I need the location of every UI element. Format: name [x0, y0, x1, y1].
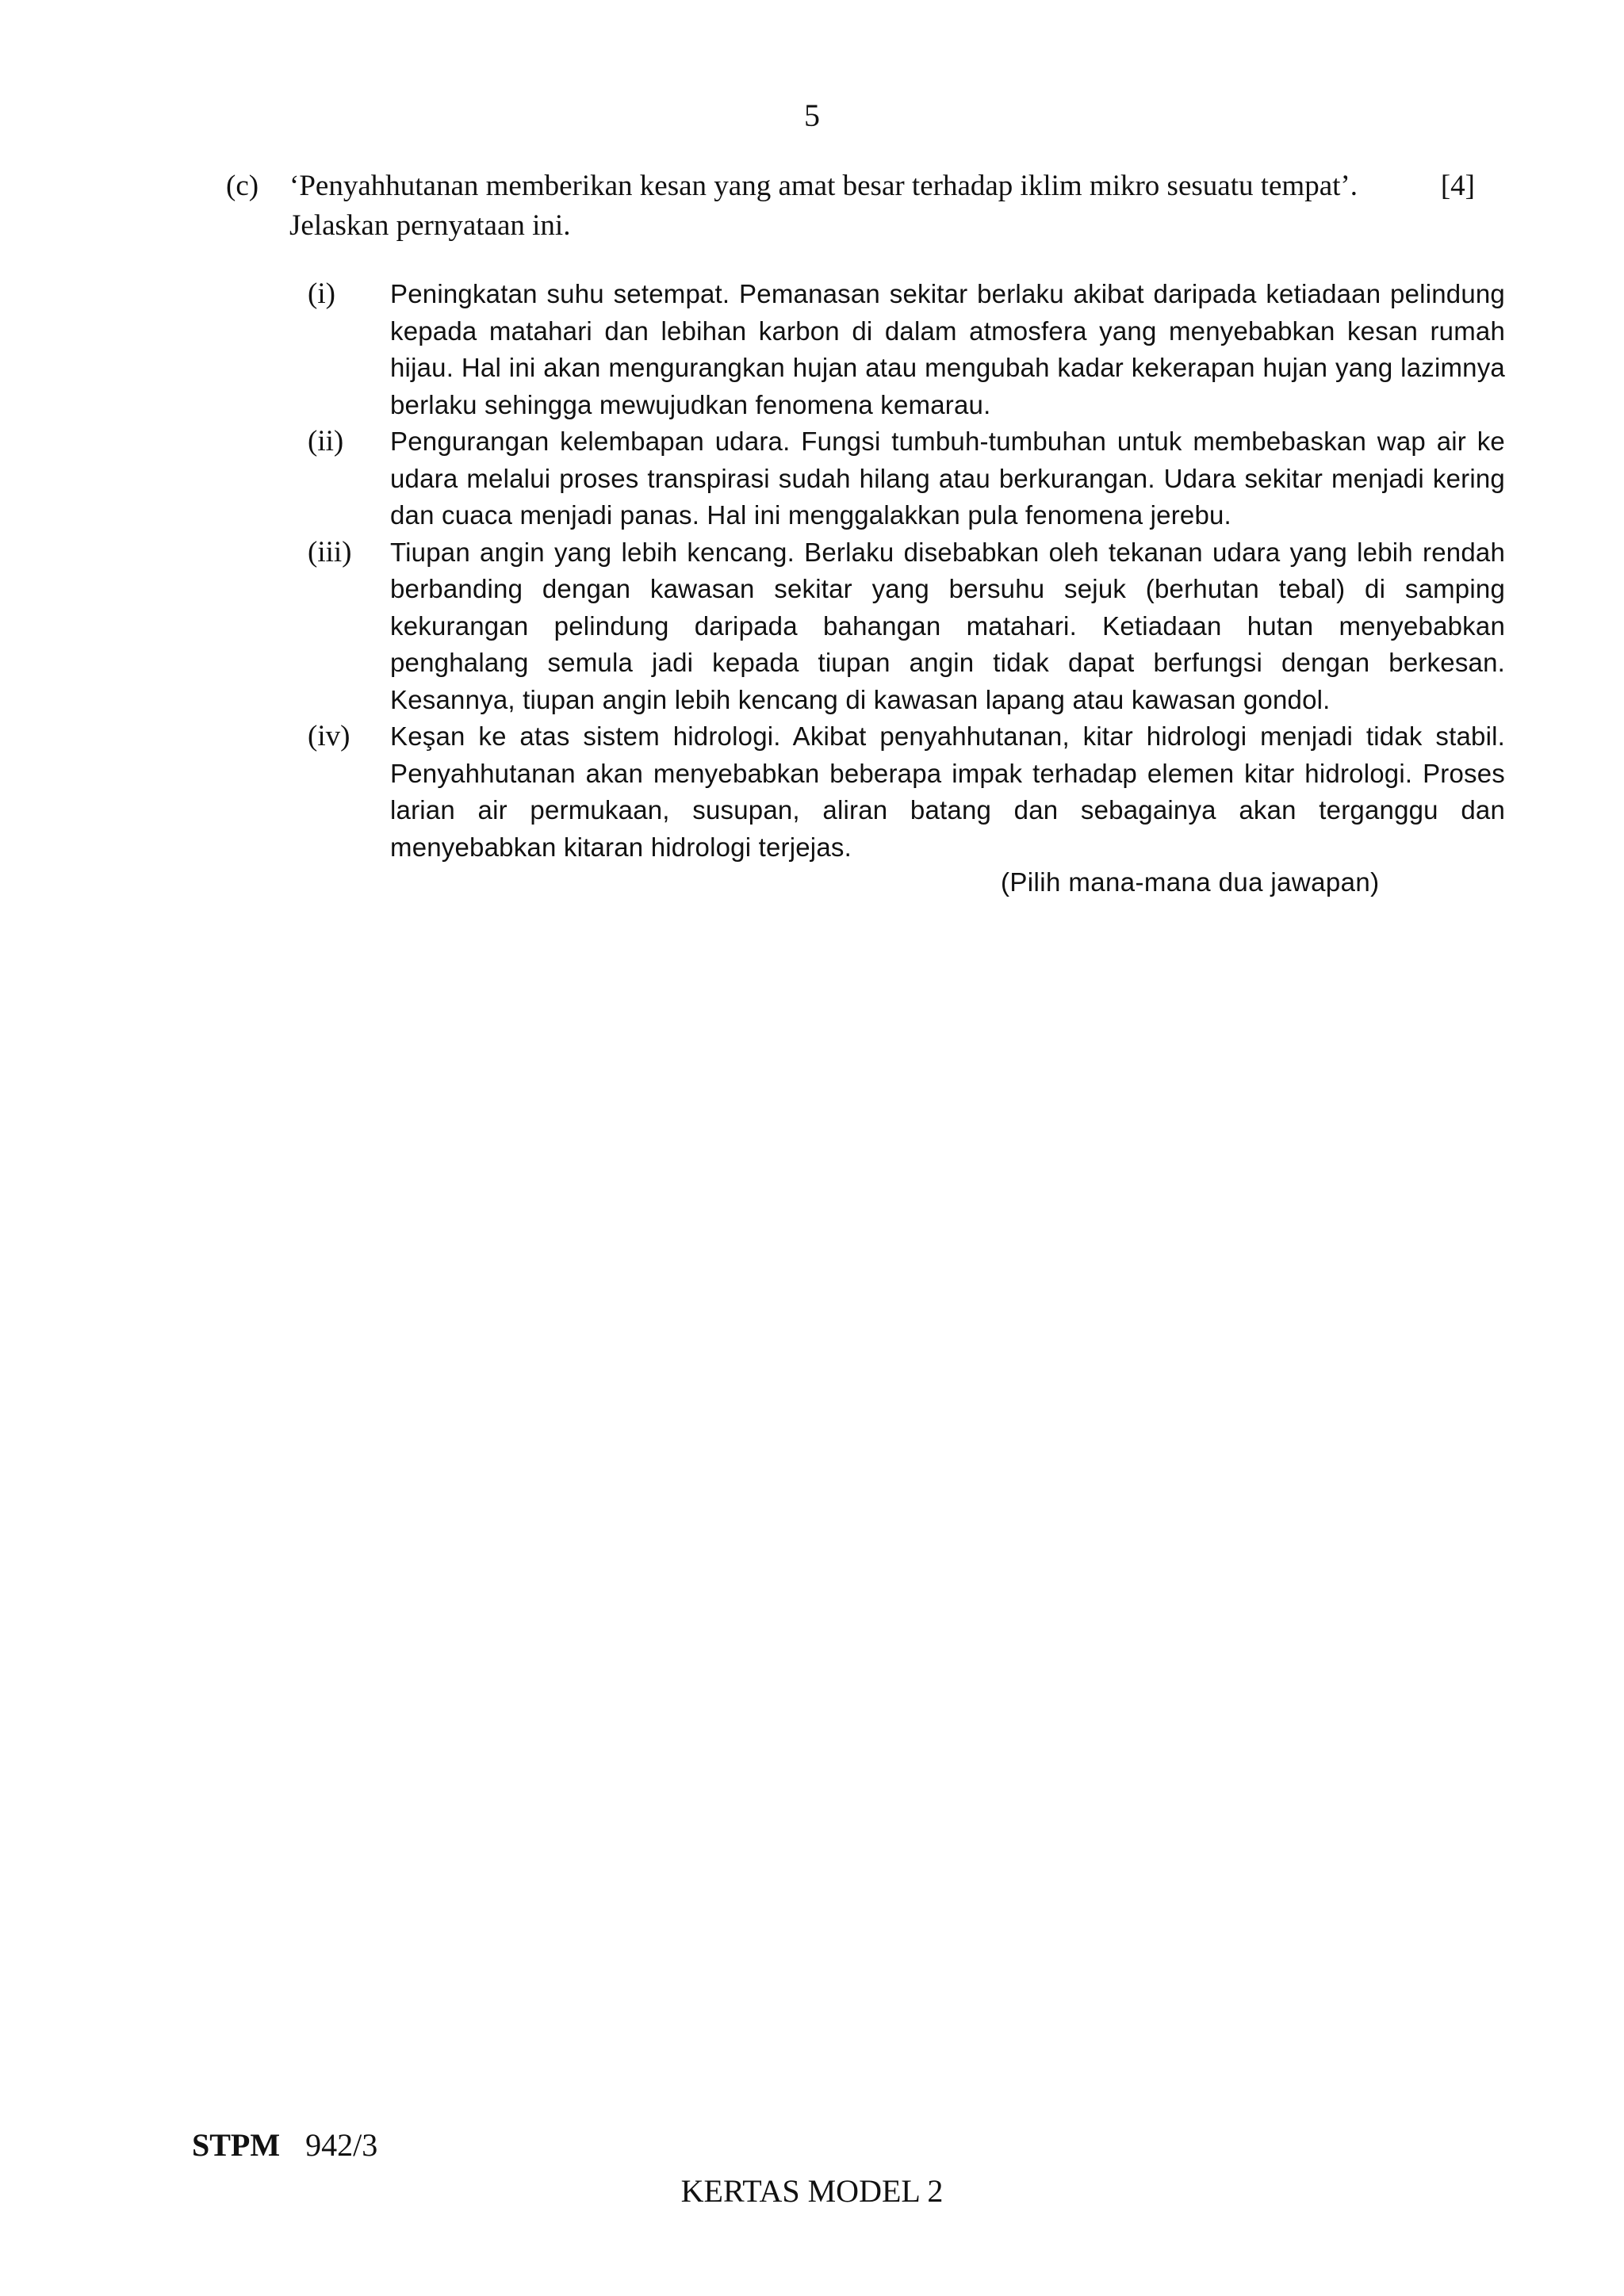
question-marks: [4]: [1440, 170, 1475, 202]
question-instruction: Jelaskan pernyataan ini.: [289, 209, 571, 242]
question-statement: ‘Penyahhutanan memberikan kesan yang amat besar terhadap iklim mikro sesuatu tempat’.: [289, 170, 1358, 202]
footer-exam-code: [192, 2126, 377, 2164]
answer-item: [308, 276, 1505, 423]
answer-numeral: (ii): [308, 425, 344, 457]
question-text: [289, 166, 1423, 246]
answer-numeral: (iii): [308, 535, 352, 568]
footer-exam: STPM: [192, 2127, 281, 2163]
footer-code: 942/3: [305, 2127, 378, 2163]
answer-item: [308, 534, 1505, 719]
answer-numeral: (iv): [308, 720, 350, 752]
answer-item: [308, 423, 1505, 534]
answer-item: [308, 718, 1505, 866]
page-number: 5: [804, 98, 820, 133]
footer-paper-title: KERTAS MODEL 2: [680, 2173, 944, 2209]
answer-text: Peningkatan suhu setempat. Pemanasan sekitar berlaku akibat daripada ketiadaan pelindung kepada matahari dan lebihan karbon di dalam atmosfera yang menyebabkan kesan rumah hijau. Hal ini akan mengurangkan hujan atau mengubah kadar kekerapan hujan yang lazimnya berlaku sehingga mewujudkan fenomena kemarau.: [390, 279, 1505, 419]
answer-instruction-note: (Pilih mana-mana dua jawapan): [1001, 867, 1380, 897]
answer-text: Pengurangan kelembapan udara. Fungsi tumbuh-tumbuhan untuk membebaskan wap air ke udara melalui proses transpirasi sudah hilang atau berkurangan. Udara sekitar menjadi kering dan cuaca menjadi panas. Hal ini menggalakkan pula fenomena jerebu.: [390, 427, 1505, 530]
question-label: (c): [226, 170, 259, 202]
answer-list: [308, 276, 1505, 866]
answer-text: Tiupan angin yang lebih kencang. Berlaku disebabkan oleh tekanan udara yang lebih rendah berbanding dengan kawasan sekitar yang bersuhu sejuk (berhutan tebal) di samping kekurangan pelindung daripada bahangan matahari. Ketiadaan hutan menyebabkan penghalang semula jadi kepada tiupan angin tidak dapat berfungsi dengan berkesan. Kesannya, tiupan angin lebih kencang di kawasan lapang atau kawasan gondol.: [390, 537, 1505, 714]
answer-text: Keşan ke atas sistem hidrologi. Akibat penyahhutanan, kitar hidrologi menjadi tidak stabil. Penyahhutanan akan menyebabkan beberapa impak terhadap elemen kitar hidrologi. Proses larian air permukaan, susupan, aliran batang dan sebagainya akan terganggu dan menyebabkan kitaran hidrologi terjejas.: [390, 721, 1505, 862]
answer-numeral: (i): [308, 277, 335, 310]
